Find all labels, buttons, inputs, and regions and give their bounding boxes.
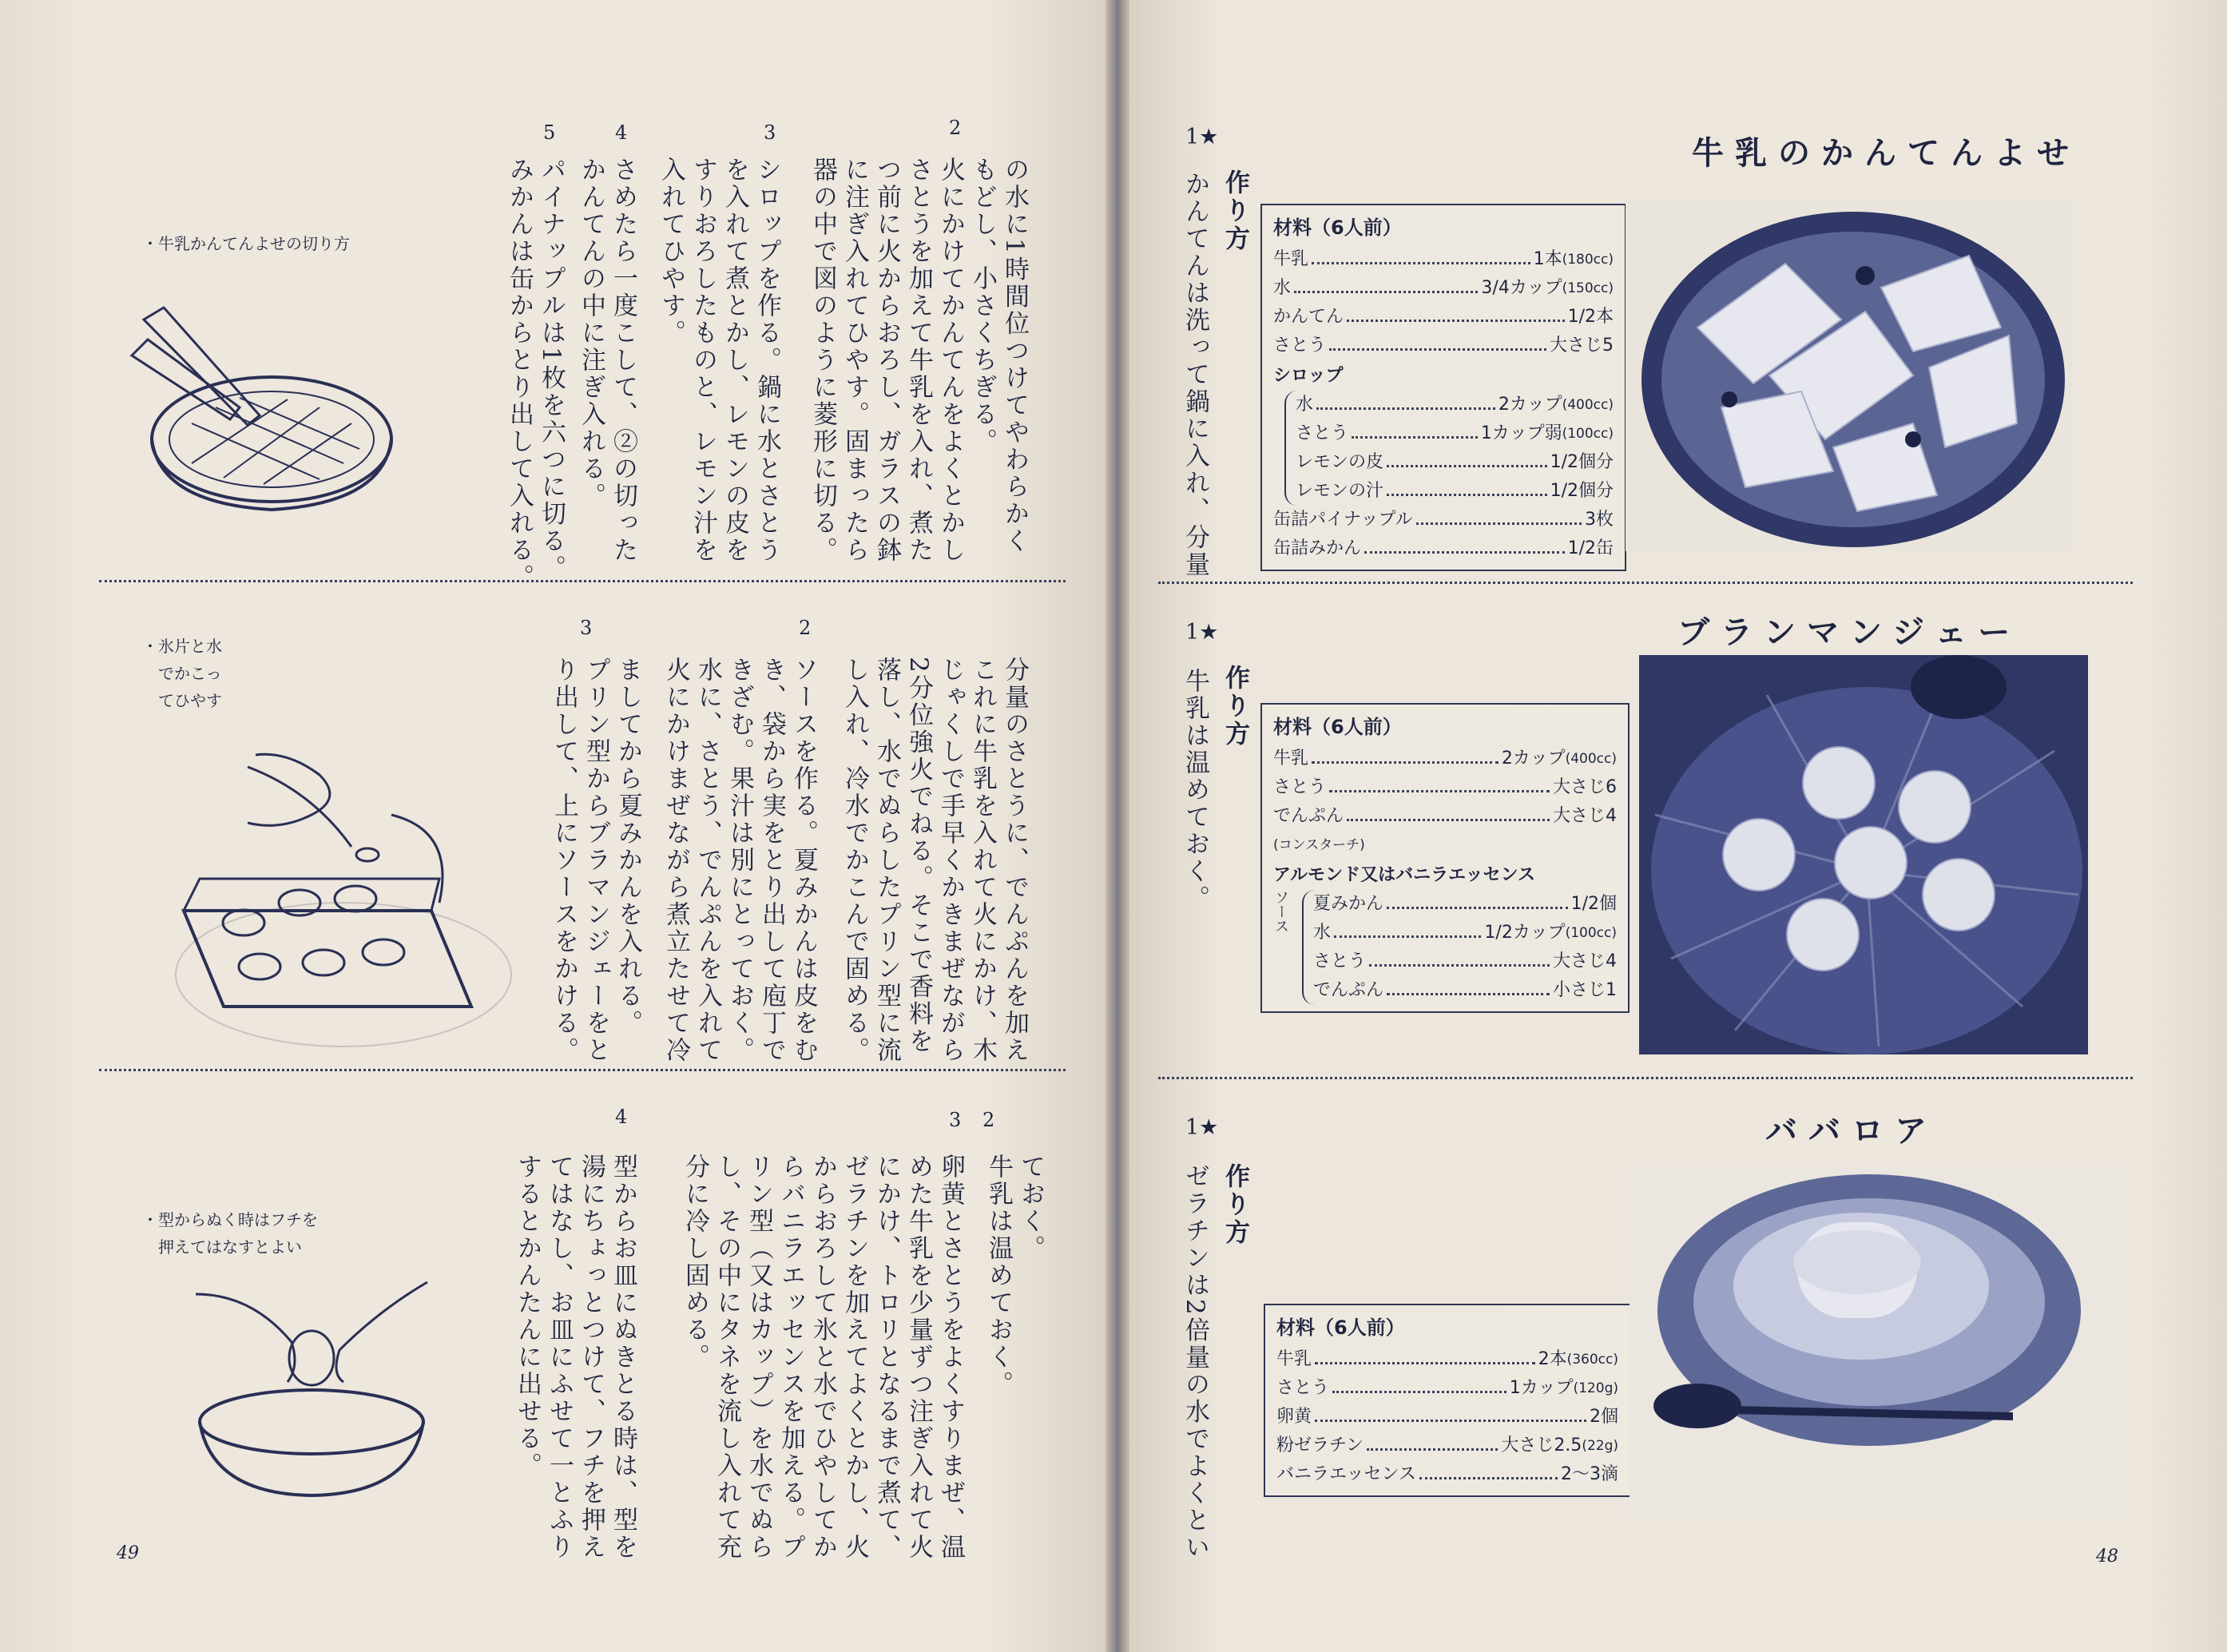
- recipe-text-line: にかけ、トロリとなるまで煮て、: [872, 1154, 901, 1561]
- ingredient-row: [1276, 1374, 1618, 1403]
- recipe-text-line: 入れてひやす。: [657, 157, 685, 347]
- recipe-text-line: パイナップルは1枚を六つに切る。: [537, 157, 566, 582]
- recipe-text-line: これに牛乳を入れて火にかけ、木: [968, 657, 997, 1064]
- ingredient-row: [1313, 976, 1617, 1005]
- ingredient-note: (360cc): [1566, 1352, 1618, 1368]
- leader-dots: [1416, 506, 1582, 525]
- recipe-text-line: リン型（又はカップ）を水でぬら: [744, 1154, 773, 1561]
- recipe-text-line: り出して、上にソースをかける。: [550, 657, 578, 1064]
- step-star-label: 1★: [1185, 125, 1219, 149]
- recipe-text-line: めた牛乳を少量ずつ注ぎ入れて火: [904, 1154, 933, 1561]
- syrup-ingredient-group: [1284, 391, 1614, 506]
- ingredient-name: 缶詰みかん: [1273, 538, 1362, 558]
- sauce-tag: ソース: [1272, 890, 1289, 933]
- recipe-text-line: 型からお皿にぬきとる時は、型を: [609, 1154, 637, 1561]
- recipe-title: ブランマンジェー: [1677, 614, 2022, 651]
- ingredient-name: 夏みかん: [1313, 894, 1384, 914]
- flavor-line: アルモンド又はバニラエッセンス: [1273, 865, 1536, 885]
- recipe-text-line: さとうを加えて牛乳を入れ、煮た: [904, 157, 933, 564]
- ingredient-name: 牛乳: [1273, 249, 1309, 269]
- ingredient-row: [1276, 1345, 1618, 1374]
- leader-dots: [1334, 919, 1481, 938]
- leader-dots: [1312, 745, 1499, 764]
- recipe-text-line: 落し、水でぬらしたプリン型に流: [872, 657, 901, 1064]
- leader-dots: [1316, 391, 1495, 410]
- recipe-text-line: 卵黄とさとうをよくすりまぜ、温: [936, 1154, 965, 1561]
- ingredient-amount: 大さじ6: [1553, 777, 1617, 797]
- section-divider: [1158, 582, 2133, 584]
- ingredient-row: [1273, 332, 1614, 360]
- ingredient-row: [1276, 1432, 1618, 1460]
- section-divider: [99, 1069, 1066, 1071]
- ingredients-title: 材料（6人前）: [1276, 1316, 1405, 1339]
- ingredient-amount: 大さじ2.5: [1501, 1436, 1582, 1455]
- page-number: 48: [2096, 1547, 2118, 1567]
- ingredient-name: さとう: [1273, 336, 1327, 355]
- recipe-text-line: てはなし、お皿にふせて一とふり: [545, 1154, 574, 1561]
- recipe-text-line: を入れて煮とかし、レモンの皮を: [720, 157, 749, 564]
- step-number: 4: [615, 1106, 628, 1128]
- step-number: 5: [543, 121, 556, 144]
- ingredients-title: 材料（6人前）: [1273, 216, 1402, 239]
- leader-dots: [1315, 1345, 1535, 1364]
- recipe-text-line: もどし、小さくちぎる。: [968, 157, 997, 455]
- ingredient-list: [1276, 1345, 1618, 1489]
- recipe-text-line: に注ぎ入れてひやす。固まったら: [840, 157, 869, 564]
- ingredient-row: [1296, 477, 1614, 506]
- recipe-text-line: 湯にちょっとつけて、フチを押え: [577, 1154, 605, 1561]
- ingredient-note: (100cc): [1562, 426, 1614, 442]
- leader-dots: [1352, 419, 1478, 439]
- ingredient-name: バニラエッセンス: [1276, 1464, 1416, 1484]
- ingredients-title: 材料（6人前）: [1273, 716, 1402, 738]
- illustration-caption: ・牛乳かんてんよせの切り方: [142, 234, 350, 253]
- ingredient-note: (コンスターチ): [1273, 837, 1365, 853]
- ingredient-amount: 1/2カップ: [1484, 923, 1566, 943]
- leader-dots: [1347, 802, 1550, 821]
- ingredient-amount: 1/2個: [1570, 894, 1617, 914]
- recipe-text-line: シロップを作る。鍋に水とさとう: [752, 157, 781, 564]
- photo-milk-kanten: [1626, 200, 2073, 551]
- ingredient-note: (400cc): [1565, 751, 1617, 767]
- ingredient-name: さとう: [1313, 951, 1367, 971]
- recipe-text-line: するとかんたんに出せる。: [513, 1154, 542, 1479]
- ingredient-name: 水: [1273, 278, 1292, 298]
- illustration-unmolding: [180, 1262, 443, 1502]
- recipe-text-line: きざむ。果汁は別にとっておく。: [725, 657, 754, 1064]
- leader-dots: [1387, 448, 1547, 467]
- ingredient-name: 水: [1313, 923, 1332, 943]
- ingredient-amount: 小さじ1: [1553, 980, 1617, 1000]
- ingredient-row: [1276, 1403, 1618, 1432]
- illustration-chilling-molds: [152, 743, 519, 1054]
- recipe-text-line: 分に冷し固める。: [681, 1154, 709, 1371]
- ingredients-box: [1260, 204, 1626, 571]
- ingredient-note: (180cc): [1562, 252, 1614, 268]
- recipe-text-line: 水に、さとう、でんぷんを入れて: [693, 657, 722, 1064]
- leader-dots: [1387, 890, 1568, 909]
- recipe-text-line: かんてんの中に注ぎ入れる。: [577, 157, 605, 510]
- recipe-text-line: 2分位強火でねる。そこで香料を: [904, 657, 933, 1055]
- recipe-text-line: 火にかけてかんてんをよくとかし: [936, 157, 965, 564]
- photo-blancmange: [1639, 655, 2088, 1054]
- ingredient-amount: 2本: [1538, 1349, 1567, 1369]
- ingredient-name: かんてん: [1273, 307, 1344, 327]
- ingredient-row: [1296, 448, 1614, 477]
- step-number: 2: [982, 1109, 995, 1131]
- recipe-title: 牛乳のかんてんよせ: [1692, 135, 2080, 172]
- ingredient-row: [1273, 745, 1617, 773]
- ingredient-amount: 大さじ4: [1553, 806, 1617, 826]
- recipe-text-line: らバニラエッセンスを加える。プ: [776, 1154, 805, 1561]
- ingredient-amount: 大さじ5: [1550, 336, 1614, 355]
- recipe-text-line: ソースを作る。夏みかんは皮をむ: [789, 657, 818, 1064]
- ingredient-amount: 2～3滴: [1561, 1464, 1618, 1484]
- illustration-caption: ・型からぬく時はフチを 押えてはなすとよい: [142, 1210, 318, 1257]
- page-number: 49: [117, 1543, 139, 1563]
- ingredient-row: [1273, 802, 1617, 831]
- ingredient-name: 缶詰パイナップル: [1273, 510, 1413, 530]
- ingredient-amount: 1カップ: [1509, 1378, 1574, 1398]
- ingredient-name: 牛乳: [1273, 749, 1309, 768]
- leader-dots: [1312, 245, 1530, 264]
- ingredient-list: [1273, 745, 1617, 831]
- leader-dots: [1347, 303, 1565, 322]
- ingredients-box: [1264, 1304, 1631, 1497]
- step-number: 3: [949, 1109, 962, 1131]
- recipe-text-line: ておく。: [1016, 1154, 1045, 1262]
- recipe-text-line: からおろして氷と水でひやしてか: [808, 1154, 837, 1561]
- howto-text: ゼラチンは2倍量の水でよくとい: [1181, 1163, 1209, 1562]
- leader-dots: [1329, 332, 1546, 351]
- leader-dots: [1329, 773, 1550, 792]
- ingredient-amount: 1カップ弱: [1480, 423, 1562, 443]
- recipe-text-line: じゃくしで手早くかきまぜながら: [936, 657, 965, 1064]
- step-number: 2: [949, 117, 962, 139]
- recipe-text-line: 分量のさとうに、でんぷんを加え: [1000, 657, 1029, 1064]
- recipe-text-line: みかんは缶からとり出して入れる。: [505, 157, 534, 591]
- leader-dots: [1332, 1374, 1506, 1393]
- ingredient-amount: 2カップ: [1501, 749, 1566, 768]
- ingredient-note: (120g): [1573, 1380, 1618, 1396]
- recipe-text-line: プリン型からブラマンジェーをと: [582, 657, 610, 1064]
- ingredient-name: レモンの汁: [1296, 481, 1384, 501]
- ingredient-row: [1273, 506, 1614, 534]
- leader-dots: [1315, 1403, 1586, 1422]
- section-divider: [1158, 1077, 2133, 1079]
- ingredient-amount: 3/4カップ: [1481, 278, 1562, 298]
- ingredient-note: (100cc): [1565, 925, 1617, 941]
- leader-dots: [1369, 947, 1550, 967]
- ingredient-note: (400cc): [1562, 397, 1614, 413]
- ingredient-name: 粉ゼラチン: [1276, 1436, 1364, 1455]
- ingredient-row: [1296, 419, 1614, 448]
- book-gutter: [1106, 0, 1129, 1652]
- ingredient-row: [1273, 303, 1614, 332]
- ingredient-name: 牛乳: [1276, 1349, 1312, 1369]
- ingredient-note: (150cc): [1562, 280, 1614, 296]
- ingredient-name: さとう: [1296, 423, 1349, 443]
- ingredient-name: さとう: [1273, 777, 1327, 797]
- recipe-text-line: 器の中で図のように菱形に切る。: [808, 157, 837, 564]
- ingredient-list: [1273, 506, 1614, 563]
- photo-bavarois: [1630, 1166, 2125, 1518]
- ingredient-row: [1313, 890, 1617, 919]
- recipe-text-line: ましてから夏みかんを入れる。: [613, 657, 642, 1037]
- ingredient-row: [1276, 1460, 1618, 1489]
- ingredient-amount: 1/2個分: [1550, 452, 1614, 472]
- recipe-title: ババロア: [1765, 1113, 1938, 1150]
- step-number: 3: [580, 617, 593, 639]
- recipe-text-line: し、その中にタネを流し入れて充: [713, 1154, 741, 1561]
- recipe-text-line: し入れ、冷水でかこんで固める。: [840, 657, 869, 1064]
- leader-dots: [1367, 1432, 1498, 1451]
- ingredient-row: [1273, 245, 1614, 274]
- recipe-text-line: き、袋から実をとり出して庖丁で: [757, 657, 786, 1064]
- ingredient-row: [1313, 919, 1617, 947]
- ingredient-amount: 1/2本: [1567, 307, 1614, 327]
- ingredient-name: レモンの皮: [1296, 452, 1384, 472]
- ingredients-box: [1260, 703, 1630, 1013]
- ingredient-row: [1296, 391, 1614, 419]
- ingredient-list: [1273, 245, 1614, 360]
- ingredient-row: [1273, 274, 1614, 303]
- ingredient-name: でんぷん: [1273, 806, 1344, 826]
- illustration-caption: ・氷片と水 でかこっ てひやす: [142, 637, 222, 710]
- howto-text: 牛乳は温めておく。: [1181, 668, 1209, 912]
- ingredient-row: [1273, 534, 1614, 563]
- howto-label: 作り方: [1221, 1163, 1249, 1247]
- recipe-text-line: さめたら一度こして、②の切った: [609, 157, 637, 564]
- ingredient-amount: 大さじ4: [1553, 951, 1617, 971]
- ingredient-note: (22g): [1582, 1438, 1618, 1454]
- howto-label: 作り方: [1221, 169, 1249, 253]
- recipe-text-line: の水に1時間位つけてやわらかく: [1000, 157, 1029, 555]
- illustration-cutting-kanten: [128, 296, 415, 567]
- leader-dots: [1387, 976, 1550, 995]
- step-star-label: 1★: [1185, 620, 1219, 645]
- leader-dots: [1294, 274, 1478, 293]
- leader-dots: [1387, 477, 1547, 496]
- ingredient-amount: 3枚: [1585, 510, 1614, 530]
- leader-dots: [1364, 534, 1565, 554]
- ingredient-row: [1313, 947, 1617, 976]
- ingredient-name: でんぷん: [1313, 980, 1384, 1000]
- ingredient-name: さとう: [1276, 1378, 1330, 1398]
- ingredient-amount: 2個: [1590, 1407, 1618, 1427]
- ingredient-amount: 1/2個分: [1550, 481, 1614, 501]
- section-divider: [99, 580, 1066, 582]
- recipe-text-line: すりおろしたものと、レモン汁を: [689, 157, 717, 564]
- step-number: 2: [799, 617, 812, 639]
- sauce-ingredient-group: [1272, 890, 1617, 1005]
- recipe-text-line: ゼラチンを加えてよくとかし、火: [840, 1154, 869, 1561]
- ingredient-name: 水: [1296, 395, 1314, 415]
- step-number: 3: [764, 121, 776, 144]
- step-number: 4: [615, 121, 628, 144]
- recipe-text-line: 牛乳は温めておく。: [984, 1154, 1013, 1398]
- ingredient-name: 卵黄: [1276, 1407, 1312, 1427]
- step-star-label: 1★: [1185, 1115, 1219, 1140]
- ingredient-row: [1273, 773, 1617, 802]
- ingredient-amount: 2カップ: [1498, 395, 1562, 415]
- ingredient-subtitle: シロップ: [1273, 366, 1344, 386]
- ingredient-amount: 1本: [1533, 249, 1562, 269]
- leader-dots: [1419, 1460, 1558, 1479]
- howto-label: 作り方: [1221, 665, 1249, 749]
- ingredient-amount: 1/2缶: [1567, 538, 1614, 558]
- recipe-text-line: つ前に火からおろし、ガラスの鉢: [872, 157, 901, 564]
- howto-text: かんてんは洗って鍋に入れ、分量: [1181, 171, 1209, 578]
- recipe-text-line: 火にかけまぜながら煮立たせて冷: [661, 657, 690, 1064]
